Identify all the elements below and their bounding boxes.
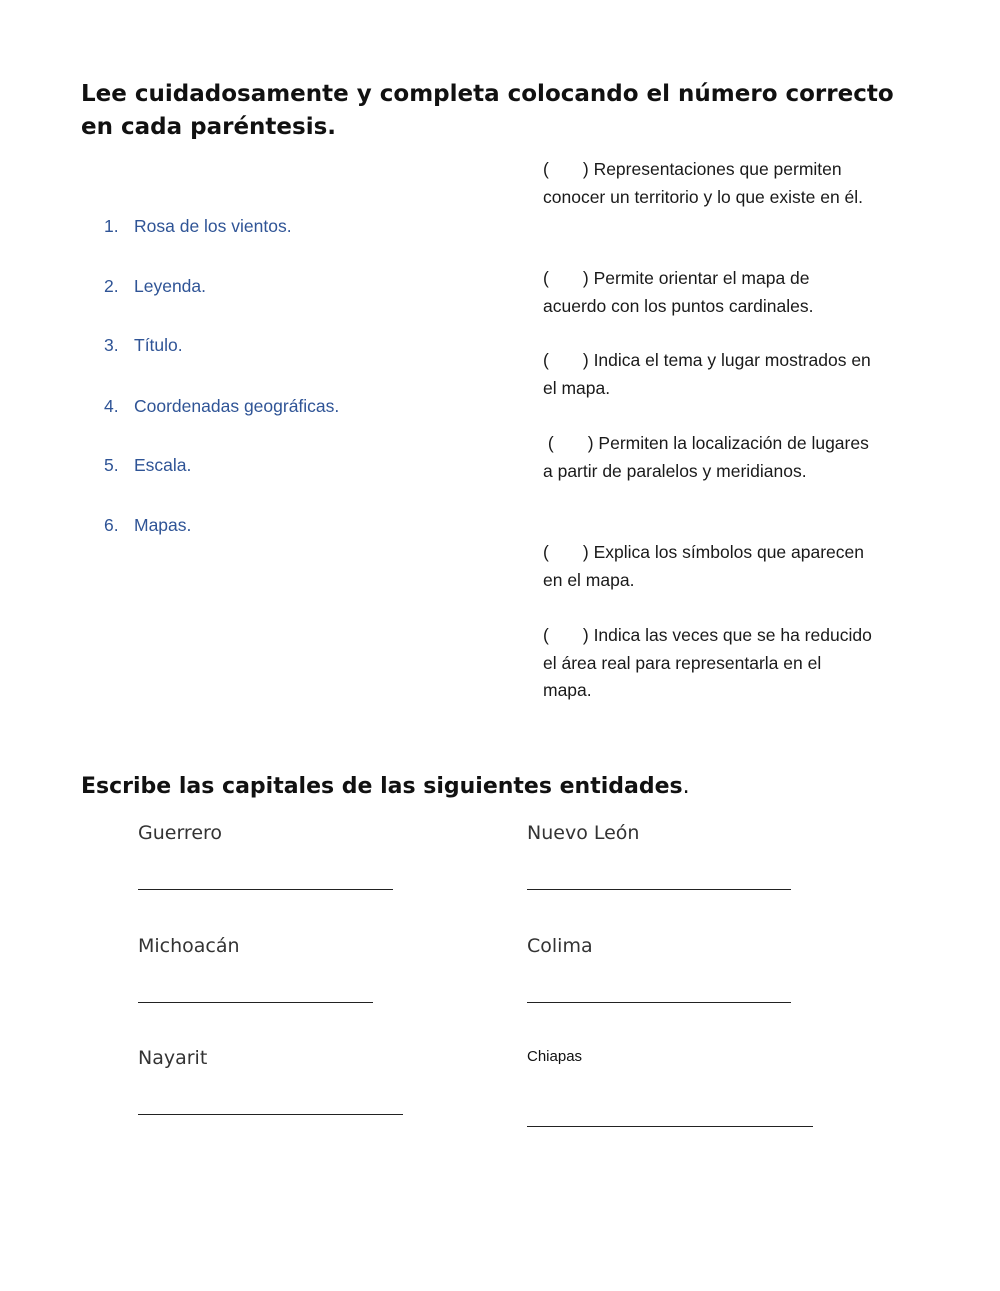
answer-parenthesis[interactable]: ( )	[543, 350, 589, 370]
answer-parenthesis[interactable]: ( )	[543, 159, 589, 179]
definition-item	[543, 156, 873, 211]
answer-parenthesis[interactable]: ( )	[543, 433, 594, 453]
term-label: Mapas.	[134, 515, 192, 535]
answer-parenthesis[interactable]: ( )	[543, 542, 589, 562]
answer-line-michoacan[interactable]	[138, 1002, 373, 1003]
definition-text: Permiten la localización de lugares a partir de paralelos y meridianos.	[543, 433, 869, 481]
state-label-nayarit: Nayarit	[138, 1047, 208, 1069]
term-label: Título.	[134, 335, 183, 355]
state-label-nuevo-leon: Nuevo León	[527, 822, 640, 844]
state-label-colima: Colima	[527, 935, 593, 957]
answer-line-chiapas[interactable]	[527, 1126, 813, 1127]
answer-line-nayarit[interactable]	[138, 1114, 403, 1115]
definition-text: Explica los símbolos que aparecen en el mapa.	[543, 542, 864, 590]
term-number: 1.	[104, 216, 119, 236]
term-label: Rosa de los vientos.	[134, 216, 292, 236]
instruction-heading-1: Lee cuidadosamente y completa colocando el número correcto en cada paréntesis.	[81, 81, 894, 140]
instruction-heading-2	[81, 772, 690, 802]
definition-text: Permite orientar el mapa de acuerdo con los puntos cardinales.	[543, 268, 814, 316]
list-item	[104, 455, 191, 476]
definition-item	[543, 347, 873, 402]
list-item	[104, 216, 292, 237]
definition-text: Indica las veces que se ha reducido el área real para representarla en el mapa.	[543, 625, 872, 700]
list-item	[104, 335, 183, 356]
definition-item	[543, 430, 873, 485]
answer-parenthesis[interactable]: ( )	[543, 268, 589, 288]
answer-line-colima[interactable]	[527, 1002, 791, 1003]
state-label-guerrero: Guerrero	[138, 822, 223, 844]
list-item	[104, 276, 206, 297]
list-item	[104, 396, 339, 417]
term-number: 5.	[104, 455, 119, 475]
definition-text: Indica el tema y lugar mostrados en el mapa.	[543, 350, 871, 398]
term-label: Coordenadas geográficas.	[134, 396, 340, 416]
definition-item	[543, 265, 873, 320]
term-number: 2.	[104, 276, 119, 296]
term-number: 6.	[104, 515, 119, 535]
state-label-chiapas: Chiapas	[527, 1048, 583, 1065]
instruction-heading-2-period: .	[682, 774, 690, 799]
instruction-heading-2-text: Escribe las capitales de las siguientes entidades	[81, 774, 683, 799]
definition-item	[543, 622, 873, 705]
term-label: Escala.	[134, 455, 192, 475]
state-label-michoacan: Michoacán	[138, 935, 240, 957]
definition-text: Representaciones que permiten conocer un territorio y lo que existe en él.	[543, 159, 864, 207]
list-item	[104, 515, 191, 536]
term-number: 3.	[104, 335, 119, 355]
definition-item	[543, 539, 873, 594]
answer-line-nuevo-leon[interactable]	[527, 889, 791, 890]
term-number: 4.	[104, 396, 119, 416]
term-label: Leyenda.	[134, 276, 207, 296]
answer-parenthesis[interactable]: ( )	[543, 625, 589, 645]
answer-line-guerrero[interactable]	[138, 889, 393, 890]
